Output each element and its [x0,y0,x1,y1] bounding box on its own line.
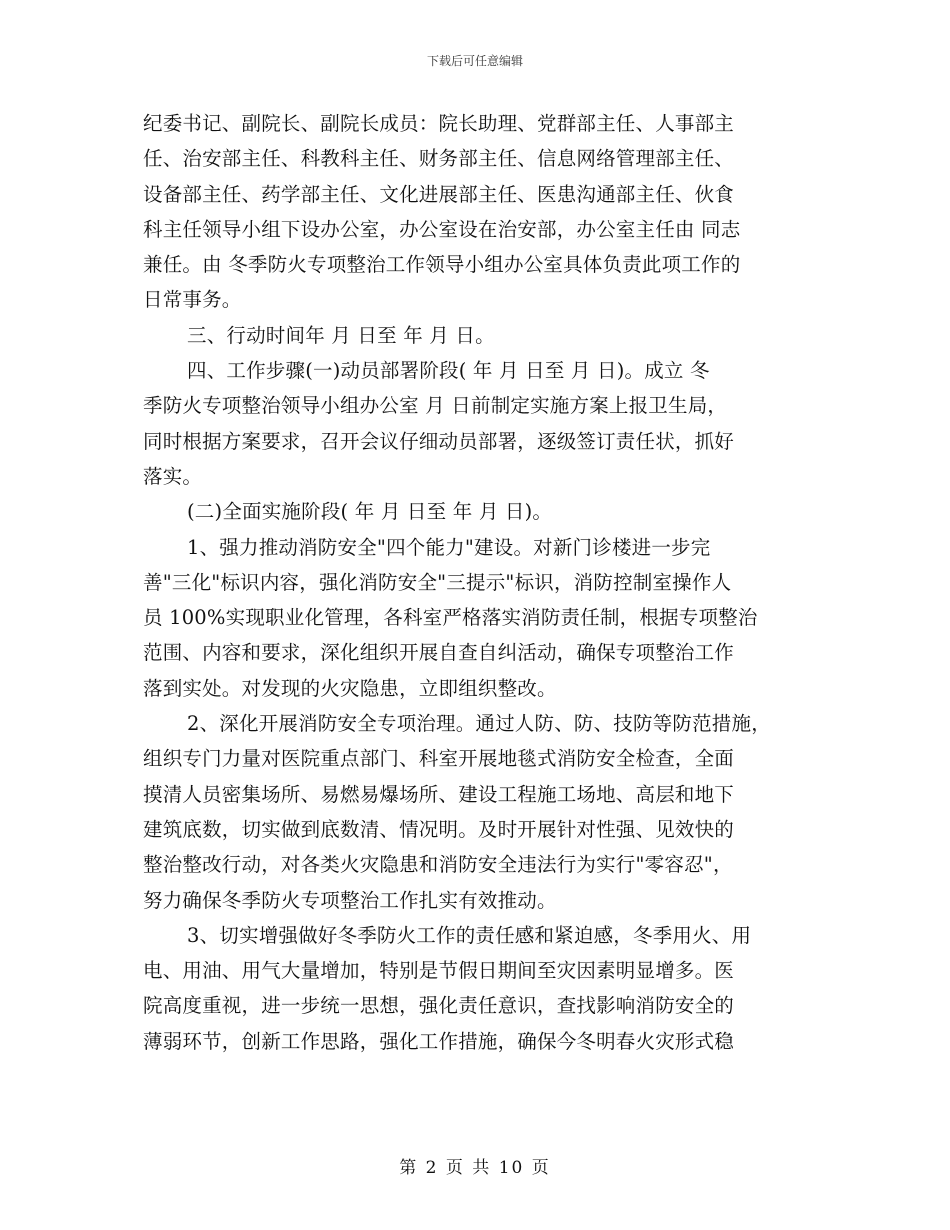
text-line: 同时根据方案要求，召开会议仔细动员部署，逐级签订责任状，抓好 [143,429,735,453]
text-line: 组织专门力量对医院重点部门、科室开展地毯式消防安全检查，全面 [143,747,735,771]
text-line: 设备部主任、药学部主任、文化进展部主任、医患沟通部主任、伙食 [143,182,735,206]
text-line: 季防火专项整治领导小组办公室 月 日前制定实施方案上报卫生局， [143,394,728,418]
text-line: 三、行动时间年 月 日至 年 月 日。 [187,323,495,347]
text-line: 任、治安部主任、科教科主任、财务部主任、信息网络管理部主任、 [143,147,735,171]
page-header: 下载后可任意编辑 [426,54,523,68]
text-line: 1、强力推动消防安全"四个能力"建设。对新门诊楼进一步完 [187,535,711,559]
text-line: 兼任。由 冬季防火专项整治工作领导小组办公室具体负责此项工作的 [143,253,741,277]
text-line: 落到实处。对发现的火灾隐患，立即组织整改。 [143,676,557,700]
text-line: 院高度重视，进一步统一思想，强化责任意识，查找影响消防安全的 [143,994,735,1018]
text-line: 科主任领导小组下设办公室，办公室设在治安部，办公室主任由 同志 [143,217,741,241]
text-line: 善"三化"标识内容，强化消防安全"三提示"标识，消防控制室操作人 [143,570,732,594]
text-line: 2、深化开展消防安全专项治理。通过人防、防、技防等防范措施， [187,712,771,736]
text-line: 建筑底数，切实做到底数清、情况明。及时开展针对性强、见效快的 [143,817,735,841]
text-line: 范围、内容和要求，深化组织开展自查自纠活动，确保专项整治工作 [143,641,735,665]
text-line: 整治整改行动，对各类火灾隐患和消防安全违法行为实行"零容忍"， [143,853,733,877]
page-footer: 第 2 页 共 10 页 [399,1158,551,1178]
text-line: 员 100%实现职业化管理，各科室严格落实消防责任制，根据专项整治 [143,606,758,630]
text-line: 落实。 [143,464,203,488]
document-body [143,106,815,1059]
text-line: 日常事务。 [143,288,242,312]
text-line: 四、工作步骤(一)动员部署阶段( 年 月 日至 月 日)。成立 冬 [187,359,710,383]
text-line: 摸清人员密集场所、易燃易爆场所、建设工程施工场地、高层和地下 [143,782,735,806]
text-line: 电、用油、用气大量增加，特别是节假日期间至灾因素明显增多。医 [143,959,735,983]
text-line: 努力确保冬季防火专项整治工作扎实有效推动。 [143,888,557,912]
text-line: 薄弱环节，创新工作思路，强化工作措施，确保今冬明春火灾形式稳 [143,1029,735,1053]
text-line: (二)全面实施阶段( 年 月 日至 年 月 日)。 [187,500,553,524]
text-line: 纪委书记、副院长、副院长成员：院长助理、党群部主任、人事部主 [143,112,735,135]
text-line: 3、切实增强做好冬季防火工作的责任感和紧迫感，冬季用火、用 [187,923,752,947]
